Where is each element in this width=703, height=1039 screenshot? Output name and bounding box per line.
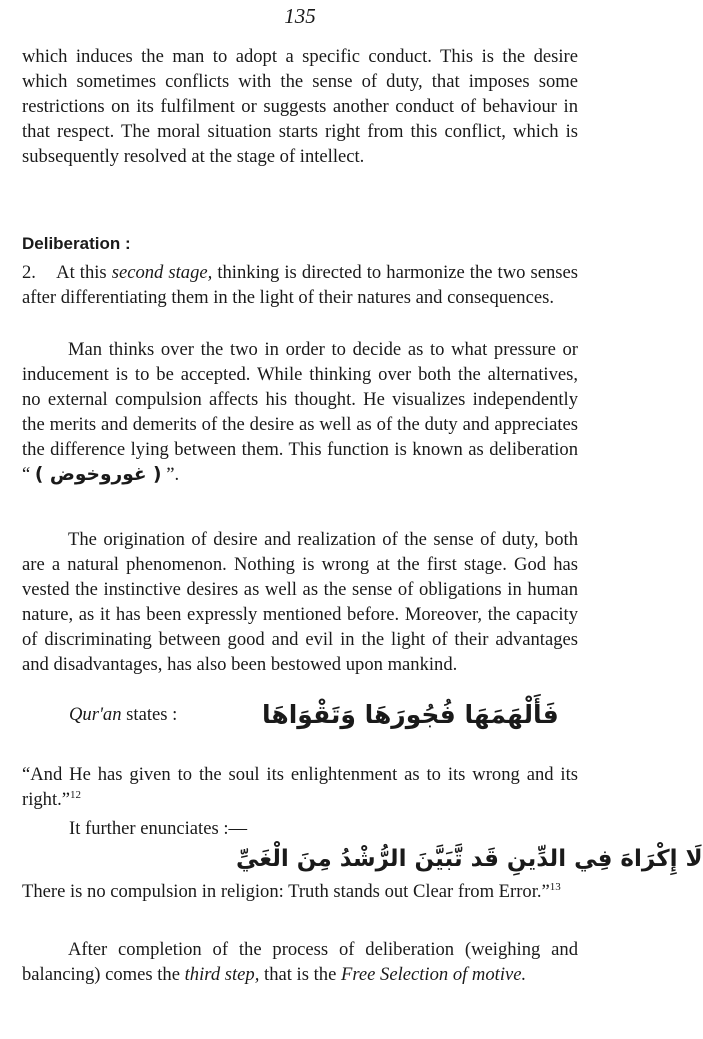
- further-quote-line: [0, 818, 703, 878]
- paragraph-4: The origination of desire and realization of the sense of duty, both are a natural phenomenon. Nothing is wrong at the first stage. God has vested the instinctive desires as well as the sense of obligations in human nature, as it has been expressly mentioned before. Moreover, the capacity of discriminating between good and evil in the light of their advantages and disadvantages, has also been bestowed upon mankind.: [22, 529, 578, 675]
- further-arabic-verse: لَا إِكْرَاهَ فِي الدِّينِ قَد تَّبَيَّنَ الرُّشْدُ مِنَ الْغَيِّ: [236, 846, 703, 872]
- paragraph-2-lead: 2. At this: [22, 262, 112, 283]
- paragraph-5-emphasis-1: third step,: [184, 964, 260, 985]
- quran-label-emphasis: Qur'an: [69, 704, 122, 725]
- paragraph-1: which induces the man to adopt a specific conduct. This is the desire which sometimes conflicts with the sense of duty, that imposes some restrictions on its fulfilment or suggests another conduct of behaviour in that respect. The moral situation starts right from this conflict, which is subsequently resolved at the stage of intellect.: [22, 46, 578, 167]
- quran-arabic-verse: فَأَلْهَمَهَا فُجُورَهَا وَتَقْوَاهَا: [262, 700, 559, 729]
- paragraph-5-mid: that is the: [259, 964, 341, 985]
- footnote-ref-12: 12: [70, 789, 82, 801]
- quran-quote-line: [0, 700, 600, 740]
- quran-label-rest: states :: [121, 704, 178, 725]
- further-label: It further enunciates :—: [69, 818, 248, 839]
- paragraph-2-emphasis: second stage,: [111, 262, 213, 283]
- paragraph-2: [22, 260, 578, 310]
- paragraph-5: [22, 937, 578, 987]
- quran-label: [69, 704, 177, 726]
- paragraph-3: [22, 337, 578, 487]
- paragraph-3-text: Man thinks over the two in order to decide as to what pressure or inducement is to be accepted. While thinking over both the alternatives, no external compulsion affects his thought. He visualizes independently the merits and demerits of the desire as well as of the duty and appreciates the difference lying between them. This function is known as deliberation “: [22, 339, 578, 485]
- section-heading: Deliberation :: [22, 234, 131, 253]
- footnote-ref-13: 13: [549, 881, 561, 893]
- translation-quote-2-text: There is no compulsion in religion: Truth stands out Clear from Error.”: [22, 881, 550, 902]
- translation-quote-2: [22, 879, 578, 904]
- paragraph-3-end: ”.: [161, 464, 180, 485]
- paragraph-5-lead: After completion of the process of deliberation (weighing and balancing) comes the: [22, 939, 578, 985]
- translation-quote-1-text: “And He has given to the soul its enlightenment as to its wrong and its right.”: [22, 764, 578, 810]
- page-number: 135: [284, 4, 316, 28]
- paragraph-2-rest: thinking is directed to harmonize the two senses after differentiating them in the light of their natures and consequences.: [22, 262, 579, 308]
- translation-quote-1: [22, 762, 578, 812]
- paragraph-5-emphasis-2: Free Selection of motive.: [340, 964, 527, 985]
- arabic-term: ( غوروخوض ): [34, 464, 162, 485]
